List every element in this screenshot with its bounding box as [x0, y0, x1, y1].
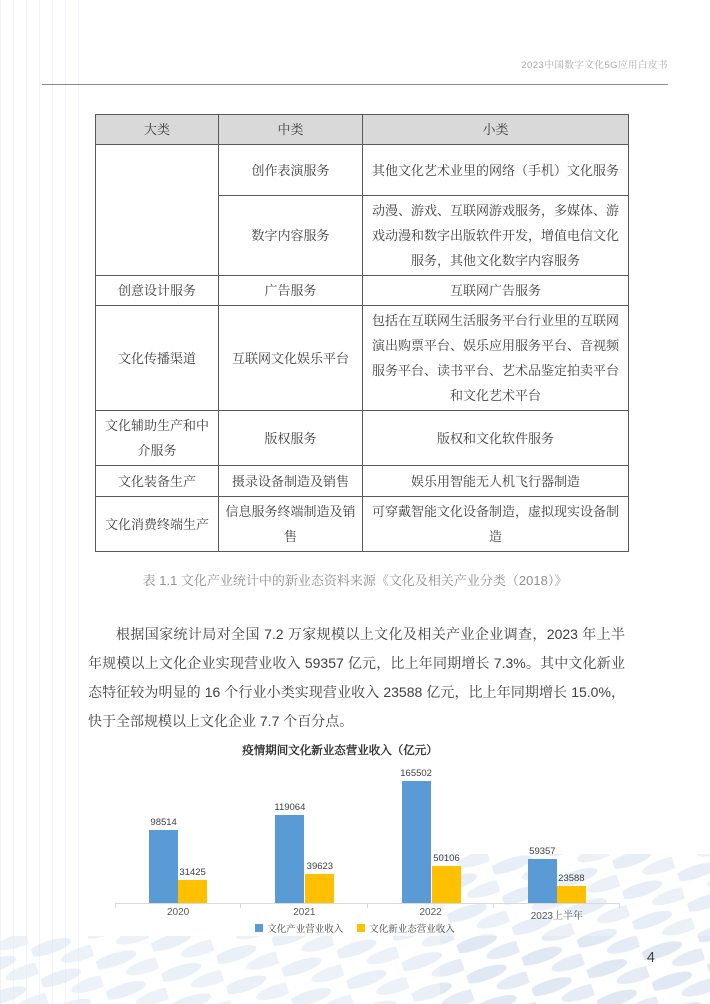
- x-axis-label: 2020: [115, 904, 241, 920]
- table-row: [96, 497, 629, 552]
- bar-value-label: 23588: [558, 873, 585, 884]
- table-body: [96, 145, 629, 552]
- bar: [557, 886, 586, 903]
- table-cell: 创意设计服务: [96, 276, 219, 306]
- x-axis-label: 2022: [368, 904, 494, 920]
- bar-value-label: 165502: [400, 768, 432, 779]
- table-row: [96, 145, 629, 196]
- table-cell: 互联网文化娱乐平台: [219, 306, 363, 411]
- bar-value-label: 59357: [529, 846, 556, 857]
- table-cell: 版权服务: [219, 411, 363, 466]
- body-paragraph: 根据国家统计局对全国 7.2 万家规模以上文化及相关产业企业调查，2023 年上半年规模以上文化企业实现营业收入 59357 亿元，比上年同期增长 7.3%。其中文化新业态特征较为明显的 16 个行业小类实现营业收入 23588 亿元，比上年同期增长 15.0%，快于全部规模以上文化企业 7.7 个百分点。: [88, 626, 625, 729]
- table-cell: 互联网广告服务: [363, 276, 629, 306]
- legend-label: 文化产业营业收入: [267, 924, 344, 935]
- bar-wrap: [178, 867, 207, 903]
- bar: [402, 781, 431, 903]
- table-cell: 版权和文化软件服务: [363, 411, 629, 466]
- table-row: [96, 276, 629, 306]
- table-cell: [96, 145, 219, 276]
- legend-swatch-yellow-icon: [357, 924, 365, 932]
- bar-wrap: [557, 873, 586, 903]
- table-cell: 可穿戴智能文化设备制造，虚拟现实设备制造: [363, 497, 629, 552]
- page-header-title: 2023中国数字文化5G应用白皮书: [521, 60, 668, 71]
- table-cell: 摄录设备制造及销售: [219, 466, 363, 497]
- table-caption: 表 1.1 文化产业统计中的新业态资料来源《文化及相关产业分类（2018）》: [142, 573, 568, 588]
- bar-value-label: 119064: [274, 802, 306, 813]
- bar: [275, 815, 304, 903]
- table-row: [96, 466, 629, 497]
- table-cell: 广告服务: [219, 276, 363, 306]
- table-cell: 创作表演服务: [219, 145, 363, 196]
- table-cell: 数字内容服务: [219, 196, 363, 276]
- classification-table: [95, 114, 629, 552]
- legend-item: [357, 921, 455, 935]
- table-cell: 文化辅助生产和中介服务: [96, 411, 219, 466]
- table-row: [96, 306, 629, 411]
- bar-wrap: [400, 768, 432, 903]
- table-cell: 动漫、游戏、互联网游戏服务，多媒体、游戏动漫和数字出版软件开发，增值电信文化服务，其他文化数字内容服务: [363, 196, 629, 276]
- bar-wrap: [305, 861, 334, 903]
- table-cell: 文化装备生产: [96, 466, 219, 497]
- column-header-middle: 中类: [219, 115, 363, 145]
- table-cell: 信息服务终端制造及销售: [219, 497, 363, 552]
- header-divider: [42, 84, 668, 85]
- bar-group: [241, 802, 367, 903]
- table-row: [96, 411, 629, 466]
- table-header-row: [96, 115, 629, 145]
- table-cell: 文化消费终端生产: [96, 497, 219, 552]
- bar-wrap: [528, 846, 557, 903]
- bar: [178, 880, 207, 903]
- column-header-minor: 小类: [363, 115, 629, 145]
- legend-item: [255, 921, 343, 935]
- table-cell: 娱乐用智能无人机飞行器制造: [363, 466, 629, 497]
- bar-value-label: 39623: [306, 861, 334, 872]
- bar: [432, 866, 461, 903]
- x-axis-label: 2023上半年: [494, 904, 620, 920]
- chart-legend: [0, 921, 710, 935]
- table-cell: 文化传播渠道: [96, 306, 219, 411]
- bar-group: [494, 846, 620, 903]
- chart-x-axis: [115, 904, 620, 920]
- table-cell: 其他文化艺术业里的网络（手机）文化服务: [363, 145, 629, 196]
- legend-swatch-blue-icon: [255, 924, 263, 932]
- bar: [528, 859, 557, 903]
- bar-wrap: [274, 802, 305, 903]
- page-number: 4: [646, 950, 655, 966]
- table-cell: 包括在互联网生活服务平台行业里的互联网演出购票平台、娱乐应用服务平台、音视频服务平台、读书平台、艺术品鉴定拍卖平台和文化艺术平台: [363, 306, 629, 411]
- bar: [149, 830, 178, 903]
- bar-wrap: [432, 853, 461, 903]
- classification-table-wrap: [95, 114, 628, 552]
- bar-value-label: 50106: [433, 853, 460, 864]
- legend-label: 文化新业态营业收入: [369, 924, 455, 935]
- bar-group: [368, 768, 494, 903]
- bar: [305, 874, 334, 903]
- chart-title: 疫情期间文化新业态营业收入（亿元）: [242, 745, 438, 757]
- bar-value-label: 31425: [179, 867, 206, 878]
- x-axis-label: 2021: [241, 904, 367, 920]
- column-header-major: 大类: [96, 115, 219, 145]
- bar-group: [115, 817, 241, 903]
- bar-wrap: [149, 817, 178, 903]
- bar-value-label: 98514: [150, 817, 177, 828]
- chart-plot: [115, 753, 620, 904]
